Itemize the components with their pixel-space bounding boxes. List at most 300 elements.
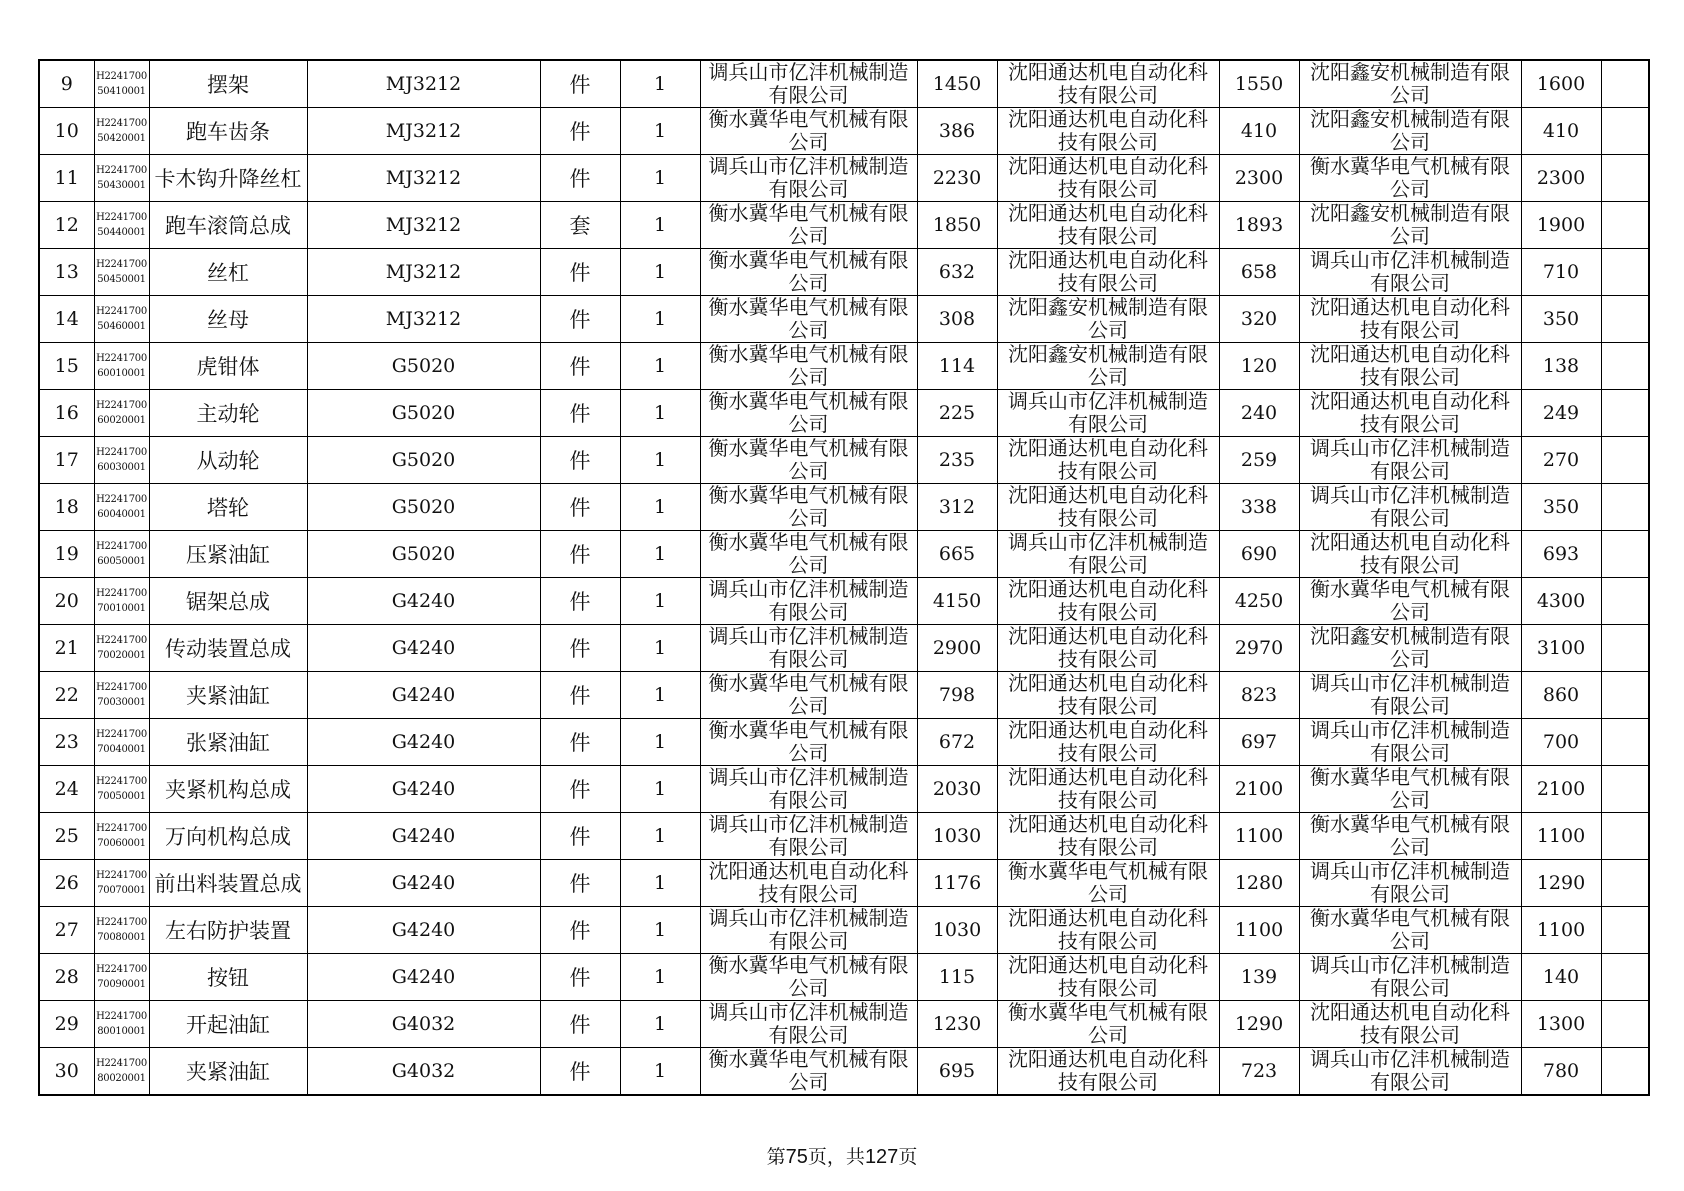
row-number: 14	[54, 308, 79, 330]
table-row	[39, 1001, 1649, 1048]
supplier-3-name: 调兵山市亿沣机械制造有限公司	[1310, 484, 1510, 530]
supplier-3-price: 1290	[1536, 872, 1586, 894]
total-pages-number: 127	[864, 1146, 899, 1168]
supplier-2-name: 沈阳鑫安机械制造有限公司	[1008, 296, 1208, 342]
row-number: 26	[54, 872, 79, 894]
model-number: MJ3212	[385, 308, 462, 330]
part-name: 压紧油缸	[186, 543, 270, 567]
part-name-cell	[149, 249, 307, 296]
material-code-cell	[94, 766, 149, 813]
supplier-2-price: 320	[1240, 308, 1278, 330]
unit-cell	[540, 484, 620, 531]
supplier-3-name: 调兵山市亿沣机械制造有限公司	[1310, 1048, 1510, 1094]
material-code-cell	[94, 60, 149, 108]
unit-cell	[540, 578, 620, 625]
supplier-3-price: 2100	[1536, 778, 1586, 800]
supplier-2-name: 沈阳通达机电自动化科技有限公司	[1008, 249, 1208, 295]
supplier-2-name: 沈阳通达机电自动化科技有限公司	[1008, 61, 1208, 107]
supplier-1-name: 衡水冀华电气机械有限公司	[708, 719, 909, 765]
supplier-3-name-cell	[1299, 484, 1521, 531]
unit: 件	[569, 120, 591, 144]
supplier-3-name-cell	[1299, 766, 1521, 813]
supplier-1-price: 312	[938, 496, 976, 518]
supplier-1-name-cell	[700, 60, 917, 108]
supplier-2-name-cell	[997, 437, 1219, 484]
supplier-2-price: 120	[1240, 355, 1278, 377]
supplier-2-name: 沈阳通达机电自动化科技有限公司	[1008, 719, 1208, 765]
unit: 件	[569, 355, 591, 379]
table-row	[39, 296, 1649, 343]
supplier-2-name: 沈阳通达机电自动化科技有限公司	[1008, 672, 1208, 718]
supplier-3-name: 衡水冀华电气机械有限公司	[1310, 155, 1510, 201]
supplier-3-price-cell	[1521, 343, 1601, 390]
supplier-3-price-cell	[1521, 531, 1601, 578]
unit: 件	[569, 73, 591, 97]
material-code-cell	[94, 437, 149, 484]
model-number: MJ3212	[385, 167, 462, 189]
remarks-cell	[1601, 249, 1649, 296]
supplier-2-name: 沈阳通达机电自动化科技有限公司	[1008, 578, 1208, 624]
supplier-1-price: 235	[938, 449, 976, 471]
quantity: 1	[653, 261, 667, 283]
supplier-2-price: 4250	[1234, 590, 1284, 612]
quantity-cell	[620, 860, 700, 907]
supplier-1-price-cell	[917, 766, 997, 813]
table-row	[39, 766, 1649, 813]
quantity-cell	[620, 296, 700, 343]
supplier-1-name-cell	[700, 766, 917, 813]
part-name: 夹紧油缸	[186, 1060, 270, 1084]
unit-cell	[540, 437, 620, 484]
unit-cell	[540, 531, 620, 578]
part-name-cell	[149, 531, 307, 578]
model-number-cell	[307, 766, 540, 813]
part-name: 丝杠	[207, 261, 249, 285]
supplier-3-price: 1600	[1536, 73, 1586, 95]
supplier-1-name-cell	[700, 672, 917, 719]
unit-cell	[540, 202, 620, 249]
part-name: 从动轮	[196, 449, 260, 473]
model-number: G5020	[391, 449, 456, 471]
quantity: 1	[653, 590, 667, 612]
part-name: 张紧油缸	[186, 731, 270, 755]
supplier-2-name-cell	[997, 954, 1219, 1001]
supplier-2-name-cell	[997, 390, 1219, 437]
quantity-cell	[620, 907, 700, 954]
supplier-1-name: 调兵山市亿沣机械制造有限公司	[708, 813, 909, 859]
supplier-2-name-cell	[997, 531, 1219, 578]
supplier-1-price: 114	[938, 355, 976, 377]
supplier-2-name: 沈阳通达机电自动化科技有限公司	[1008, 813, 1208, 859]
quantity: 1	[653, 919, 667, 941]
material-code-cell	[94, 202, 149, 249]
model-number: G4240	[391, 966, 456, 988]
quantity-cell	[620, 766, 700, 813]
material-code: H2241700 50440001	[96, 212, 147, 238]
supplier-2-price: 139	[1240, 966, 1278, 988]
supplier-3-price: 1300	[1536, 1013, 1586, 1035]
quantity-cell	[620, 813, 700, 860]
supplier-1-name-cell	[700, 1001, 917, 1048]
supplier-2-price: 1893	[1234, 214, 1284, 236]
material-code-cell	[94, 531, 149, 578]
part-name-cell	[149, 437, 307, 484]
unit-cell	[540, 1048, 620, 1096]
model-number-cell	[307, 578, 540, 625]
supplier-3-price: 138	[1542, 355, 1580, 377]
material-code-cell	[94, 954, 149, 1001]
row-number: 28	[54, 966, 79, 988]
supplier-2-name: 沈阳通达机电自动化科技有限公司	[1008, 437, 1208, 483]
supplier-1-price-cell	[917, 249, 997, 296]
part-name-cell	[149, 296, 307, 343]
supplier-3-price-cell	[1521, 907, 1601, 954]
row-number: 16	[54, 402, 79, 424]
part-name: 摆架	[207, 73, 249, 97]
table-row	[39, 672, 1649, 719]
supplier-3-price: 2300	[1536, 167, 1586, 189]
supplier-1-name-cell	[700, 1048, 917, 1096]
material-code: H2241700 60020001	[96, 400, 147, 426]
supplier-2-name-cell	[997, 343, 1219, 390]
row-number: 19	[54, 543, 79, 565]
supplier-3-name: 衡水冀华电气机械有限公司	[1310, 766, 1510, 812]
supplier-1-name: 衡水冀华电气机械有限公司	[708, 437, 909, 483]
row-number-cell	[39, 954, 94, 1001]
supplier-2-price: 338	[1240, 496, 1278, 518]
row-number: 22	[54, 684, 79, 706]
supplier-2-name-cell	[997, 813, 1219, 860]
supplier-2-name-cell	[997, 860, 1219, 907]
row-number-cell	[39, 860, 94, 907]
supplier-2-name-cell	[997, 625, 1219, 672]
supplier-3-name-cell	[1299, 60, 1521, 108]
supplier-3-price: 140	[1542, 966, 1580, 988]
quantity: 1	[653, 167, 667, 189]
unit-cell	[540, 954, 620, 1001]
row-number: 29	[54, 1013, 79, 1035]
supplier-2-name: 沈阳通达机电自动化科技有限公司	[1008, 907, 1208, 953]
quantity-cell	[620, 437, 700, 484]
supplier-1-name: 衡水冀华电气机械有限公司	[708, 249, 909, 295]
supplier-2-name-cell	[997, 108, 1219, 155]
supplier-3-price-cell	[1521, 108, 1601, 155]
row-number: 17	[54, 449, 79, 471]
remarks-cell	[1601, 1048, 1649, 1096]
supplier-1-name-cell	[700, 484, 917, 531]
footer-middle: 页，共	[807, 1146, 865, 1168]
supplier-1-price: 2230	[932, 167, 982, 189]
part-name: 跑车齿条	[186, 120, 270, 144]
model-number: G4032	[391, 1013, 456, 1035]
supplier-1-price-cell	[917, 390, 997, 437]
material-code-cell	[94, 672, 149, 719]
row-number: 18	[54, 496, 79, 518]
supplier-2-name: 沈阳鑫安机械制造有限公司	[1008, 343, 1208, 389]
remarks-cell	[1601, 202, 1649, 249]
supplier-2-name: 沈阳通达机电自动化科技有限公司	[1008, 202, 1208, 248]
unit: 件	[569, 590, 591, 614]
table-row	[39, 625, 1649, 672]
supplier-3-name: 沈阳通达机电自动化科技有限公司	[1310, 531, 1510, 577]
supplier-2-name: 调兵山市亿沣机械制造有限公司	[1008, 390, 1208, 436]
supplier-3-name: 沈阳通达机电自动化科技有限公司	[1310, 343, 1510, 389]
supplier-3-price-cell	[1521, 1001, 1601, 1048]
supplier-3-name-cell	[1299, 202, 1521, 249]
quantity-cell	[620, 60, 700, 108]
quantity-cell	[620, 390, 700, 437]
quantity-cell	[620, 202, 700, 249]
unit: 件	[569, 449, 591, 473]
supplier-1-name: 调兵山市亿沣机械制造有限公司	[708, 907, 909, 953]
part-name-cell	[149, 578, 307, 625]
supplier-2-name: 调兵山市亿沣机械制造有限公司	[1008, 531, 1208, 577]
row-number: 11	[54, 167, 79, 189]
supplier-1-price: 632	[938, 261, 976, 283]
part-name-cell	[149, 1001, 307, 1048]
supplier-3-price-cell	[1521, 578, 1601, 625]
remarks-cell	[1601, 954, 1649, 1001]
supplier-1-name: 衡水冀华电气机械有限公司	[708, 296, 909, 342]
supplier-3-price-cell	[1521, 437, 1601, 484]
supplier-2-price-cell	[1219, 860, 1299, 907]
material-code: H2241700 50420001	[96, 118, 147, 144]
material-code: H2241700 80020001	[96, 1058, 147, 1084]
supplier-3-name-cell	[1299, 343, 1521, 390]
material-code-cell	[94, 860, 149, 907]
quantity: 1	[653, 449, 667, 471]
supplier-2-name: 沈阳通达机电自动化科技有限公司	[1008, 1048, 1208, 1094]
supplier-1-price-cell	[917, 813, 997, 860]
supplier-3-price-cell	[1521, 954, 1601, 1001]
model-number: G4240	[391, 825, 456, 847]
supplier-2-name-cell	[997, 672, 1219, 719]
supplier-1-price: 386	[938, 120, 976, 142]
supplier-3-price-cell	[1521, 672, 1601, 719]
supplier-3-name: 沈阳鑫安机械制造有限公司	[1310, 625, 1510, 671]
supplier-1-name-cell	[700, 437, 917, 484]
supplier-1-name: 衡水冀华电气机械有限公司	[708, 108, 909, 154]
supplier-2-price-cell	[1219, 766, 1299, 813]
quantity: 1	[653, 872, 667, 894]
page-footer	[0, 1142, 1684, 1169]
material-code-cell	[94, 578, 149, 625]
supplier-1-name-cell	[700, 202, 917, 249]
supplier-2-price-cell	[1219, 60, 1299, 108]
supplier-2-name-cell	[997, 249, 1219, 296]
supplier-3-name-cell	[1299, 296, 1521, 343]
unit: 件	[569, 778, 591, 802]
remarks-cell	[1601, 719, 1649, 766]
row-number-cell	[39, 766, 94, 813]
supplier-2-name: 沈阳通达机电自动化科技有限公司	[1008, 766, 1208, 812]
material-code: H2241700 50430001	[96, 165, 147, 191]
supplier-3-price: 270	[1542, 449, 1580, 471]
quantity-cell	[620, 343, 700, 390]
part-name-cell	[149, 766, 307, 813]
supplier-2-price-cell	[1219, 437, 1299, 484]
part-name: 主动轮	[196, 402, 260, 426]
supplier-3-name-cell	[1299, 437, 1521, 484]
supplier-3-price: 249	[1542, 402, 1580, 424]
material-code: H2241700 60030001	[96, 447, 147, 473]
model-number-cell	[307, 625, 540, 672]
material-code-cell	[94, 296, 149, 343]
quantity-cell	[620, 672, 700, 719]
quantity-cell	[620, 155, 700, 202]
material-code: H2241700 60050001	[96, 541, 147, 567]
supplier-1-name: 衡水冀华电气机械有限公司	[708, 672, 909, 718]
supplier-2-name: 沈阳通达机电自动化科技有限公司	[1008, 954, 1208, 1000]
unit-cell	[540, 719, 620, 766]
supplier-2-name-cell	[997, 719, 1219, 766]
model-number: G5020	[391, 402, 456, 424]
supplier-3-price-cell	[1521, 813, 1601, 860]
supplier-2-name-cell	[997, 202, 1219, 249]
quantity: 1	[653, 825, 667, 847]
table-row	[39, 437, 1649, 484]
supplier-1-price: 2900	[932, 637, 982, 659]
part-name: 前出料装置总成	[154, 872, 302, 896]
material-code: H2241700 50450001	[96, 259, 147, 285]
supplier-3-price: 1900	[1536, 214, 1586, 236]
supplier-2-price: 1550	[1234, 73, 1284, 95]
part-name: 万向机构总成	[165, 825, 291, 849]
supplier-1-name: 调兵山市亿沣机械制造有限公司	[708, 61, 909, 107]
quantity-cell	[620, 625, 700, 672]
remarks-cell	[1601, 907, 1649, 954]
remarks-cell	[1601, 578, 1649, 625]
unit-cell	[540, 813, 620, 860]
unit-cell	[540, 390, 620, 437]
row-number: 25	[54, 825, 79, 847]
quantity: 1	[653, 120, 667, 142]
table-row	[39, 907, 1649, 954]
supplier-3-price-cell	[1521, 60, 1601, 108]
supplier-3-name: 沈阳通达机电自动化科技有限公司	[1310, 1001, 1510, 1047]
remarks-cell	[1601, 625, 1649, 672]
model-number: G4240	[391, 872, 456, 894]
supplier-2-price-cell	[1219, 296, 1299, 343]
quantity-cell	[620, 1001, 700, 1048]
supplier-3-name-cell	[1299, 625, 1521, 672]
part-name-cell	[149, 202, 307, 249]
quantity-cell	[620, 578, 700, 625]
supplier-3-name: 调兵山市亿沣机械制造有限公司	[1310, 672, 1510, 718]
supplier-3-name-cell	[1299, 1001, 1521, 1048]
unit-cell	[540, 672, 620, 719]
remarks-cell	[1601, 813, 1649, 860]
supplier-3-name: 调兵山市亿沣机械制造有限公司	[1310, 437, 1510, 483]
supplier-1-name-cell	[700, 860, 917, 907]
supplier-1-price-cell	[917, 202, 997, 249]
supplier-1-price: 1850	[932, 214, 982, 236]
supplier-2-price: 723	[1240, 1060, 1278, 1082]
row-number-cell	[39, 202, 94, 249]
supplier-2-price-cell	[1219, 954, 1299, 1001]
part-name: 虎钳体	[196, 355, 260, 379]
supplier-1-name: 衡水冀华电气机械有限公司	[708, 202, 909, 248]
unit-cell	[540, 766, 620, 813]
supplier-3-price-cell	[1521, 296, 1601, 343]
model-number: G5020	[391, 496, 456, 518]
table-row	[39, 60, 1649, 108]
supplier-2-name: 衡水冀华电气机械有限公司	[1008, 860, 1208, 906]
supplier-2-price: 690	[1240, 543, 1278, 565]
model-number-cell	[307, 60, 540, 108]
supplier-3-name-cell	[1299, 813, 1521, 860]
part-name-cell	[149, 484, 307, 531]
part-name: 开起油缸	[186, 1013, 270, 1037]
row-number-cell	[39, 625, 94, 672]
model-number: G4240	[391, 919, 456, 941]
supplier-3-name-cell	[1299, 907, 1521, 954]
supplier-1-name: 衡水冀华电气机械有限公司	[708, 484, 909, 530]
supplier-1-price-cell	[917, 860, 997, 907]
supplier-1-name: 调兵山市亿沣机械制造有限公司	[708, 766, 909, 812]
supplier-1-price: 1450	[932, 73, 982, 95]
quantity: 1	[653, 355, 667, 377]
supplier-3-price-cell	[1521, 766, 1601, 813]
supplier-2-price: 823	[1240, 684, 1278, 706]
quantity-cell	[620, 531, 700, 578]
table-row	[39, 860, 1649, 907]
row-number: 10	[54, 120, 79, 142]
model-number-cell	[307, 954, 540, 1001]
row-number-cell	[39, 1001, 94, 1048]
supplier-1-price: 4150	[932, 590, 982, 612]
part-name: 夹紧油缸	[186, 684, 270, 708]
model-number: G4032	[391, 1060, 456, 1082]
supplier-2-price-cell	[1219, 625, 1299, 672]
unit-cell	[540, 343, 620, 390]
material-code-cell	[94, 343, 149, 390]
supplier-1-name-cell	[700, 813, 917, 860]
material-code-cell	[94, 907, 149, 954]
remarks-cell	[1601, 343, 1649, 390]
quantity: 1	[653, 214, 667, 236]
footer-suffix: 页	[898, 1146, 918, 1168]
table-row	[39, 202, 1649, 249]
supplier-2-name: 沈阳通达机电自动化科技有限公司	[1008, 625, 1208, 671]
supplier-2-price-cell	[1219, 907, 1299, 954]
part-name-cell	[149, 155, 307, 202]
quantity: 1	[653, 637, 667, 659]
part-name: 左右防护装置	[165, 919, 291, 943]
supplier-1-name: 衡水冀华电气机械有限公司	[708, 1048, 909, 1094]
supplier-2-price: 410	[1240, 120, 1278, 142]
model-number: MJ3212	[385, 73, 462, 95]
supplier-2-price-cell	[1219, 484, 1299, 531]
material-code: H2241700 70080001	[96, 917, 147, 943]
row-number: 9	[60, 73, 73, 95]
quantity: 1	[653, 1013, 667, 1035]
table-row	[39, 531, 1649, 578]
supplier-1-name-cell	[700, 625, 917, 672]
row-number-cell	[39, 813, 94, 860]
model-number: G5020	[391, 355, 456, 377]
supplier-3-name: 调兵山市亿沣机械制造有限公司	[1310, 249, 1510, 295]
supplier-2-price-cell	[1219, 202, 1299, 249]
supplier-2-name-cell	[997, 484, 1219, 531]
supplier-3-price-cell	[1521, 860, 1601, 907]
supplier-3-name: 衡水冀华电气机械有限公司	[1310, 813, 1510, 859]
supplier-2-name-cell	[997, 60, 1219, 108]
material-code: H2241700 70060001	[96, 823, 147, 849]
part-name: 夹紧机构总成	[165, 778, 291, 802]
table-row	[39, 484, 1649, 531]
supplier-2-price-cell	[1219, 813, 1299, 860]
